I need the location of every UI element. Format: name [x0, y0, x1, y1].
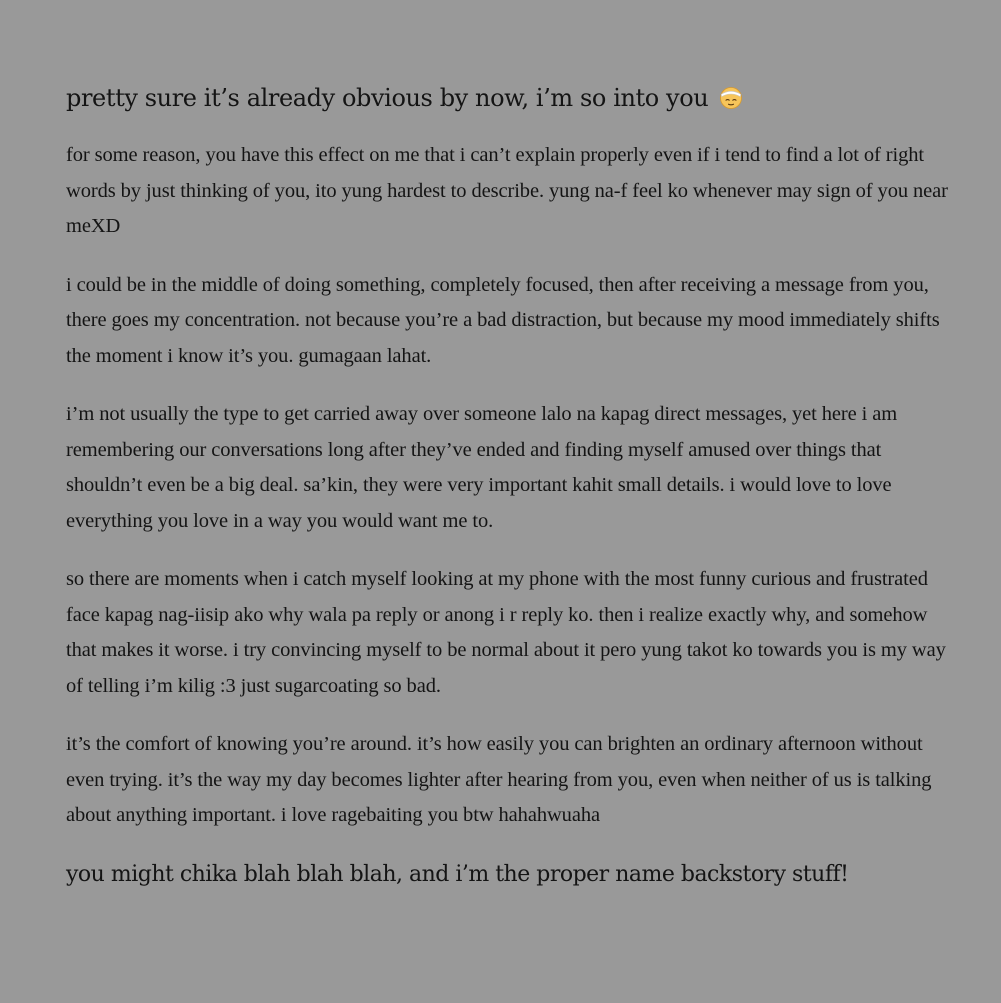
document-body — [66, 78, 956, 893]
paragraph-1: for some reason, you have this effect on me that i can’t explain properly even if i tend to find a lot of right words by just thinking of you, ito yung hardest to describe. yung na-f feel ko whenever may sign of you near meXD — [66, 144, 948, 237]
heading — [66, 78, 956, 118]
paragraph-3: i’m not usually the type to get carried away over someone lalo na kapag direct messages, yet here i am remembering our conversations long after they’ve ended and finding myself amused over things that shouldn’t even be a big deal. sa’kin, they were very important kahit small details. i would love to love everything you love in a way you would want me to. — [66, 403, 898, 532]
paragraph-4: so there are moments when i catch myself looking at my phone with the most funny curious and frustrated face kapag nag-iisip ako why wala pa reply or anong i r reply ko. then i realize exactly why, and somehow that makes it worse. i try convincing myself to be normal about it pero yung takot ko towards you is my way of telling i’m kilig :3 just sugarcoating so bad. — [66, 568, 946, 697]
heading-text: pretty sure it’s already obvious by now, i’m so into you — [66, 84, 709, 112]
paragraph-5: it’s the comfort of knowing you’re around. it’s how easily you can brighten an ordinary afternoon without even trying. it’s the way my day becomes lighter after hearing from you, even when neither of us is talking about anything important. i love ragebaiting you btw hahahwuaha — [66, 733, 932, 826]
closing-line: you might chika blah blah blah, and i’m the proper name backstory stuff! — [66, 861, 849, 887]
paragraph-2: i could be in the middle of doing something, completely focused, then after receiving a message from you, there goes my concentration. not because you’re a bad distraction, but because my mood immediately shifts the moment i know it’s you. gumagaan lahat. — [66, 273, 940, 367]
face-with-head-bandage-icon — [719, 85, 743, 109]
